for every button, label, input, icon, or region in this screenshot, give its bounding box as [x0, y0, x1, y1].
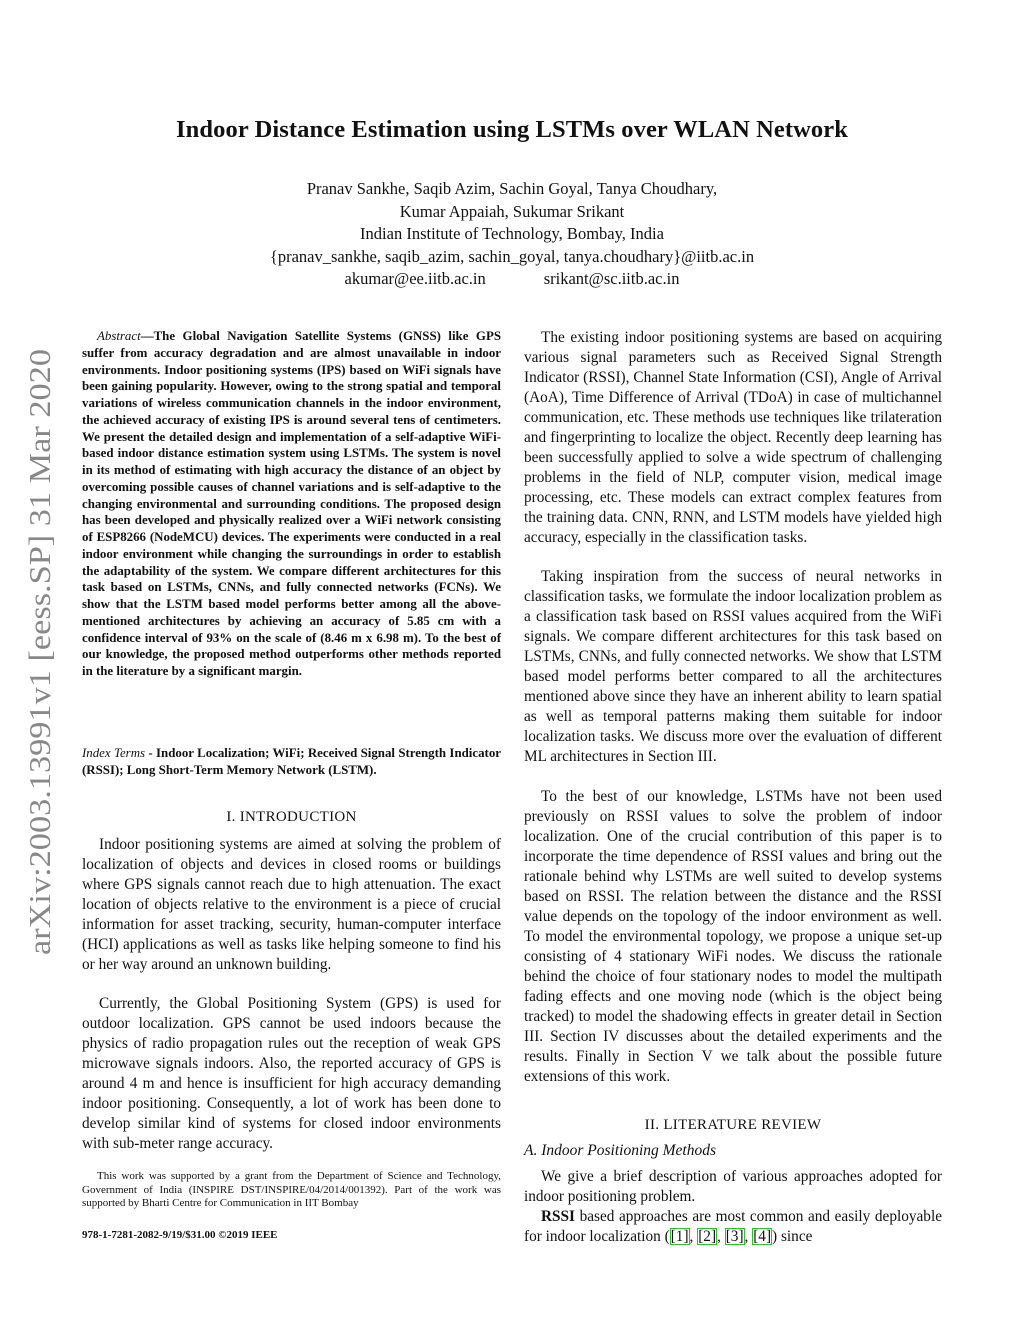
abstract-dash: — [140, 329, 154, 343]
subsection-heading-indoor-positioning: A. Indoor Positioning Methods [524, 1142, 717, 1159]
index-terms-label: Index Terms [82, 746, 146, 760]
abstract-label: Abstract [97, 329, 141, 343]
citation-separator: , [689, 1228, 698, 1245]
email-srikant: srikant@sc.iitb.ac.in [543, 269, 680, 288]
email-line-2 [0, 268, 1024, 291]
intro-paragraph-5: To the best of our knowledge, LSTMs have not been used previously on RSSI values to solve the problem of indoor localization. One of the crucial contribution of this paper is to incorporate the time dependence of RSSI values and bring out the rationale behind why LSTMs are well suited to develop systems based on RSSI. The relation between the distance and the RSSI value depends on the topology of the indoor environment as well. To model the environmental topology, we propose a unique set-up consisting of 4 stationary WiFi nodes. We discuss the rationale behind the choice of four stationary nodes to model the multipath fading effects and one moving node (which is the object being tracked) to model the shadowing effects in greater detail in Section III. Section IV discusses about the detailed experiments and the results. Finally in Section V we talk about the possible future extensions of this work. [524, 788, 942, 1085]
citation-separator: , [717, 1228, 725, 1245]
arxiv-stamp [12, 345, 62, 965]
section-heading-literature-review: II. LITERATURE REVIEW [644, 1117, 822, 1133]
isbn-copyright: 978-1-7281-2082-9/19/$31.00 ©2019 IEEE [82, 1229, 278, 1241]
citation-link-2[interactable]: [2] [698, 1228, 717, 1245]
abstract [82, 328, 501, 680]
arxiv-stamp-text: arXiv:2003.13991v1 [eess.SP] 31 Mar 2020 [22, 407, 57, 955]
author-line-2: Kumar Appaiah, Sukumar Srikant [399, 201, 625, 221]
intro-paragraph-2: Currently, the Global Positioning System (GPS) is used for outdoor localization. GPS cannot be used indoors because the physics of radio propagation rules out the reception of weak GPS microwave signals indoors. Also, the reported accuracy of GPS is around 4 m and hence is insufficient for high accuracy demanding indoor positioning. Consequently, a lot of work has been done to develop similar kind of systems for closed indoor environments with sub-meter range accuracy. [82, 995, 501, 1152]
intro-paragraph-1: Indoor positioning systems are aimed at solving the problem of localization of objects and devices in closed rooms or buildings where GPS signals cannot reach due to high attenuation. The exact location of objects relative to the environment is a piece of crucial information for asset tracking, security, human-computer interface (HCI) applications as well as tasks like helping someone to find his or her way around an unknown building. [82, 836, 501, 973]
section-heading-introduction: I. INTRODUCTION [226, 809, 357, 825]
abstract-body: The Global Navigation Satellite Systems (GNSS) like GPS suffer from accuracy degradation and are almost unavailable in indoor environments. Indoor positioning systems (IPS) based on WiFi signals have been gaining popularity. However, owing to the strong spatial and temporal variations of wireless communication channels in the indoor environment, the achieved accuracy of existing IPS is around several tens of centimeters. We present the detailed design and implementation of a self-adaptive WiFi-based indoor distance estimation system using LSTMs. The system is novel in its method of estimating with high accuracy the distance of an object by overcoming possible causes of channel variations and is self-adaptive to the changing environmental and surrounding conditions. The proposed design has been developed and physically realized over a WiFi network consisting of ESP8266 (NodeMCU) devices. The experiments were conducted in a real indoor environment while changing the surroundings in order to establish the adaptability of the system. We compare different architectures for this task based on LSTMs, CNNs, and fully connected networks (FCNs). We show that the LSTM based model performs better among all the above-mentioned architectures by achieving an accuracy of 5.85 cm with a confidence interval of 93% on the scale of (8.46 m x 6.98 m). To the best of our knowledge, the proposed method outperforms other methods reported in the literature by a significant margin. [82, 329, 501, 678]
citation-link-4[interactable]: [4] [753, 1228, 772, 1245]
lit-paragraph-1: We give a brief description of various approaches adopted for indoor positioning problem. [524, 1168, 942, 1205]
affiliation: Indian Institute of Technology, Bombay, India [360, 224, 664, 243]
author-line-1: Pranav Sankhe, Saqib Azim, Sachin Goyal, Tanya Choudhary, [306, 179, 718, 198]
citation-link-3[interactable]: [3] [725, 1228, 744, 1245]
funding-footnote: This work was supported by a grant from the Department of Science and Technology, Government of India (INSPIRE DST/INSPIRE/04/2014/001392). Part of the work was supported by Bharti Centre for Communication in IIT Bombay [82, 1170, 501, 1209]
intro-paragraph-4: Taking inspiration from the success of neural networks in classification tasks, we formulate the indoor localization problem as a classification task based on RSSI values acquired from the WiFi signals. We compare different architectures for this task based on LSTMs, CNNs, and fully connected networks. We show that LSTM based model performs better compared to all the architectures mentioned above since they have an inherent ability to learn spatial as well as temporal patterns making them suitable for indoor localization tasks. We discuss more over the evaluation of different ML architectures in Section III. [524, 568, 942, 765]
index-terms [82, 745, 501, 779]
index-terms-body: - Indoor Localization; WiFi; Received Signal Strength Indicator (RSSI); Long Short-Term Memory Network (LSTM). [82, 746, 501, 777]
citation-link-1[interactable]: [1] [670, 1228, 689, 1245]
author-block [0, 178, 1024, 291]
citation-separator: , [744, 1228, 753, 1245]
rssi-tail: ) since [772, 1228, 813, 1245]
email-appaiah: akumar@ee.iitb.ac.in [344, 269, 486, 288]
rssi-text: based approaches are most common and easily deployable for indoor localization ( [524, 1208, 942, 1245]
lit-paragraph-rssi [524, 1207, 942, 1247]
rssi-term: RSSI [541, 1208, 576, 1225]
intro-paragraph-3: The existing indoor positioning systems are based on acquiring various signal parameters such as Received Signal Strength Indicator (RSSI), Channel State Information (CSI), Angle of Arrival (AoA), Time Difference of Arrival (TDoA) in case of multichannel communication, etc. These methods use techniques like trilateration and fingerprinting to localize the object. Recently deep learning has been successfully applied to solve a wide spectrum of challenging problems in the field of NLP, computer vision, medical image processing, etc. These models can extract complex features from the training data. CNN, RNN, and LSTM models have yielded high accuracy, especially in the classification tasks. [524, 329, 942, 546]
paper-title: Indoor Distance Estimation using LSTMs over WLAN Network [176, 116, 848, 143]
email-line-1: {pranav_sankhe, saqib_azim, sachin_goyal, tanya.choudhary}@iitb.ac.in [269, 246, 755, 266]
